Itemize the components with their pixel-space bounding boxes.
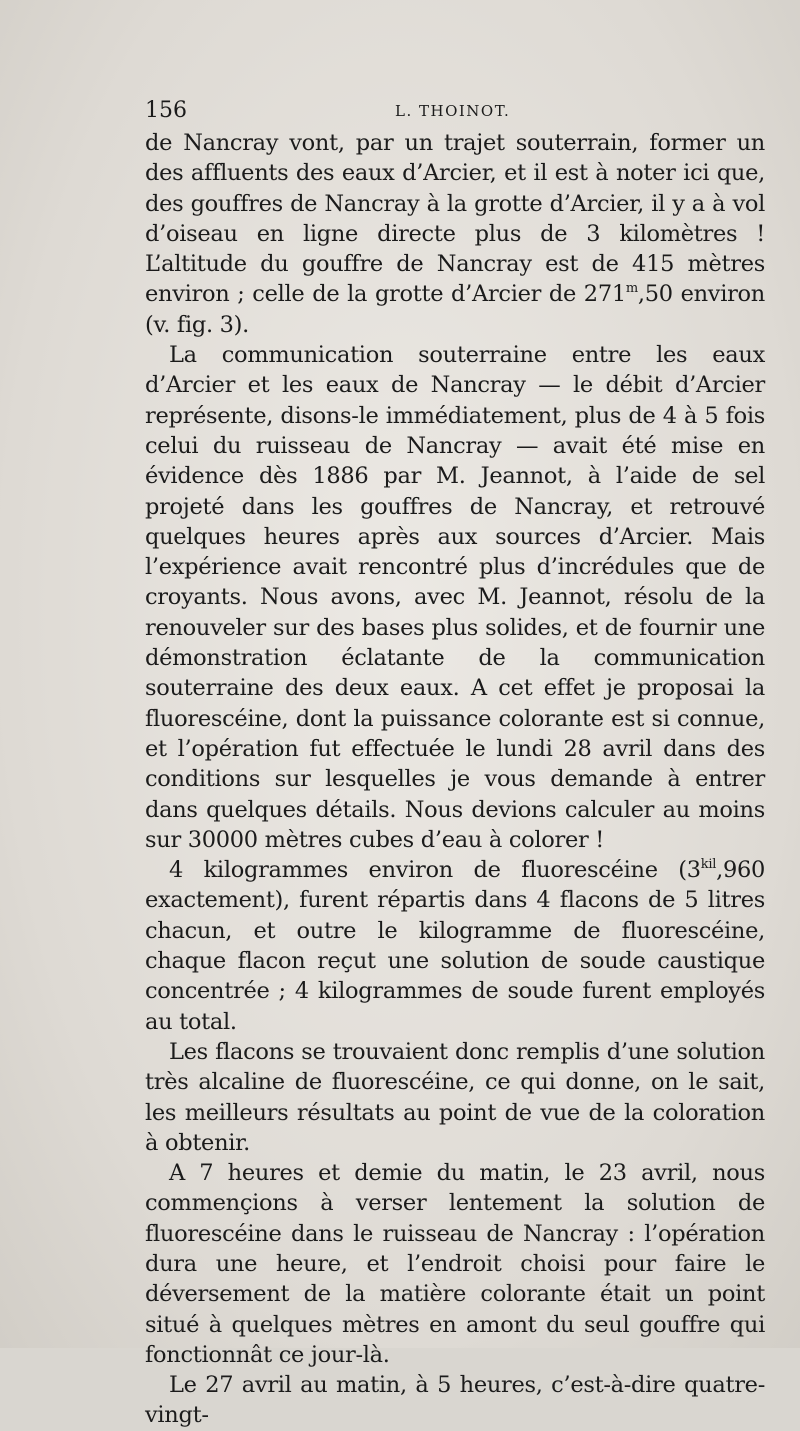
page-header bbox=[145, 98, 760, 128]
paragraph-text: 4 kilogrammes environ de fluorescéine (3 bbox=[169, 857, 701, 884]
paragraph-tail: ,960 exactement), furent répartis dans 4 flacons de 5 litres chacun, et outre le kilogramme de fluorescéine, chaque flacon reçut une solution de soude caustique concentrée ; 4 kilogrammes de soude furent employés au total. bbox=[145, 857, 765, 1035]
paragraph bbox=[145, 1370, 765, 1431]
paragraph bbox=[145, 340, 765, 855]
paragraph-tail: ,50 environ (v. fig. 3). bbox=[145, 281, 765, 338]
running-head: L. THOINOT. bbox=[395, 102, 511, 120]
page-number: 156 bbox=[145, 98, 187, 123]
paragraph-text: Les flacons se trouvaient donc remplis d’une solution très alcaline de fluorescéine, ce qui donne, on le sait, les meilleurs résultats au point de vue de la coloration à obtenir. bbox=[145, 1038, 765, 1156]
paragraph-text: Le 27 avril au matin, à 5 heures, c’est-à-dire quatre-vingt- bbox=[145, 1372, 765, 1429]
superscript: kil bbox=[700, 857, 717, 873]
paragraph bbox=[145, 1037, 765, 1158]
paragraph-text: de Nancray vont, par un trajet souterrain, former un des affluents des eaux d’Arcier, et il est à noter ici que, des gouffres de Nancray à la grotte d’Arcier, il y a à vol d’oiseau en ligne directe plus de 3 kilomètres ! L’altitude du gouffre de Nancray est de 415 mètres environ ; celle de la grotte d’Arcier de 271 bbox=[145, 130, 765, 308]
paragraph-text: A 7 heures et demie du matin, le 23 avril, nous commençions à verser lentement la solution de fluorescéine dans le ruisseau de Nancray : l’opération dura une heure, et l’endroit choisi pour faire le déversement de la matière colorante était un point situé à quelques mètres en amont du seul gouffre qui fonctionnât ce jour-là. bbox=[145, 1160, 765, 1368]
paragraph bbox=[145, 128, 765, 340]
superscript: m bbox=[625, 281, 638, 297]
paragraph bbox=[145, 1158, 765, 1370]
paragraph bbox=[145, 855, 765, 1037]
paragraph-text: La communication souterraine entre les eaux d’Arcier et les eaux de Nancray — le débit d’Arcier représente, disons-le immédiatement, plus de 4 à 5 fois celui du ruisseau de Nancray — avait été mise en évidence dès 1886 par M. Jeannot, à l’aide de sel projeté dans les gouffres de Nancray, et retrouvé quelques heures après aux sources d’Arcier. Mais l’expérience avait rencontré plus d’incrédules que de croyants. Nous avons, avec M. Jeannot, résolu de la renouveler sur des bases plus solides, et de fournir une démonstration éclatante de la communication souterraine des deux eaux. A cet effet je proposai la fluorescéine, dont la puissance colorante est si connue, et l’opération fut effectuée le lundi 28 avril dans des conditions sur lesquelles je vous demande à entrer dans quelques détails. Nous devions calculer au moins sur 30000 mètres cubes d’eau à colorer ! bbox=[145, 342, 765, 853]
body-text bbox=[145, 128, 765, 1431]
